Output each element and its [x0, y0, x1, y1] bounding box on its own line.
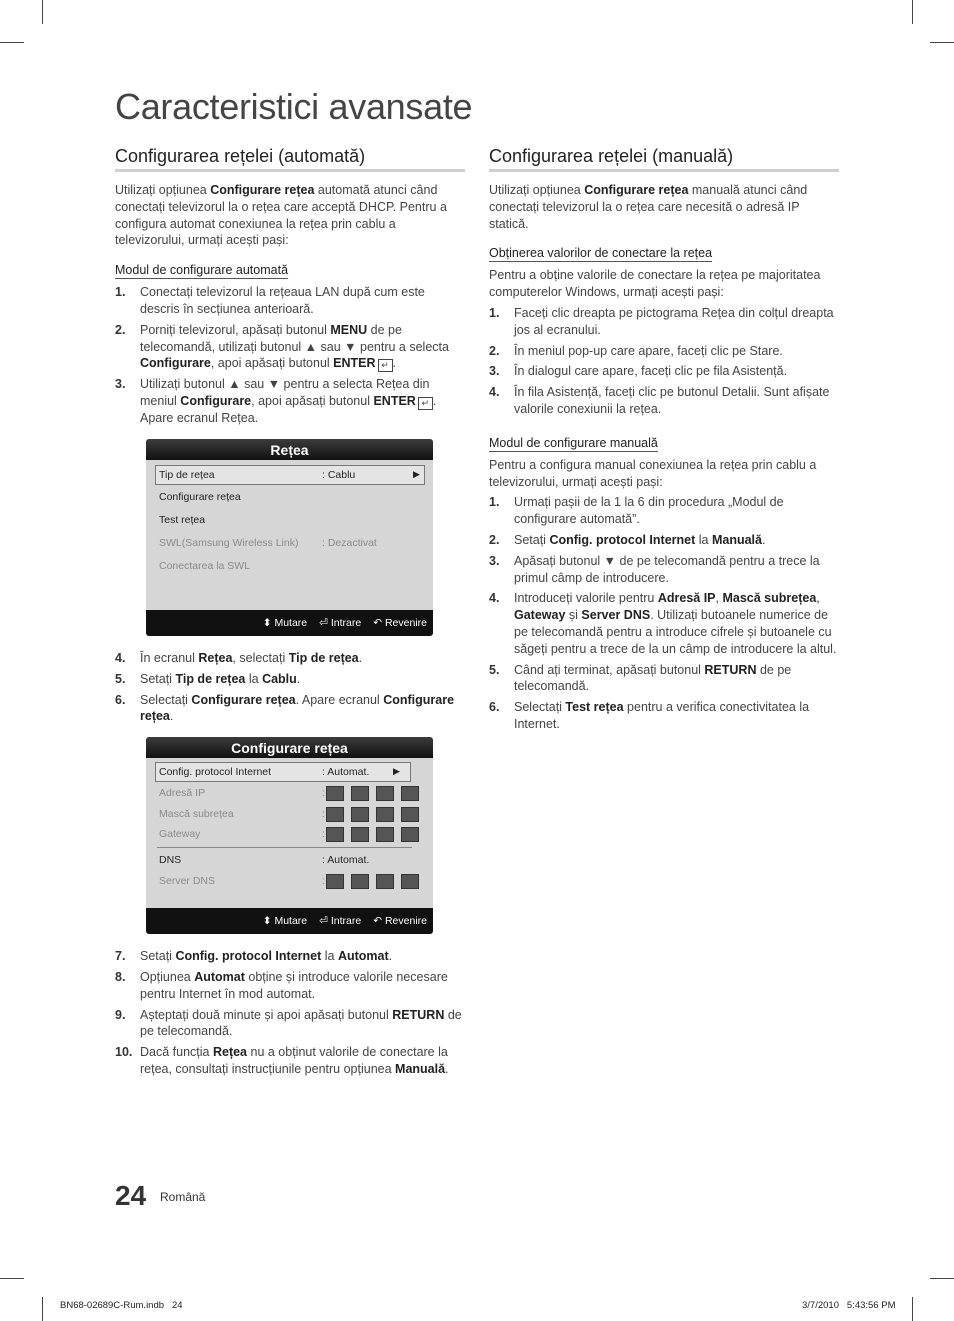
intro-manual: Utilizați opțiunea Configurare rețea manuală atunci când conectați televizorul la o rețea care necesită o adresă IP statică. — [489, 183, 808, 231]
osd-row-subnet: Mască subrețea — [159, 808, 234, 821]
network-menu-screenshot — [146, 439, 433, 636]
page-title: Caracteristici avansate — [115, 86, 473, 127]
updown-icon: ⬍ — [262, 915, 272, 928]
osd-body — [147, 758, 432, 908]
return-icon: ↶ — [373, 616, 383, 629]
enter-icon: ⏎ — [319, 616, 328, 629]
enter-icon: ↵ — [378, 359, 393, 372]
osd-footer — [146, 610, 433, 636]
list-item: 4. În ecranul Rețea, selectați Tip de rețea. — [115, 650, 363, 665]
osd-row-gateway: Gateway — [159, 828, 201, 841]
gateway-fields — [326, 827, 419, 842]
list-item: 6. Selectați Configurare rețea. Apare ecranul Configurare rețea. — [115, 692, 455, 724]
osd-footer — [146, 908, 433, 934]
osd-return-hint: ↶ Revenire — [373, 616, 427, 629]
list-item: 3. În dialogul care apare, faceți clic pe fila Asistență. — [489, 364, 788, 379]
arrow-right-icon: ▶ — [413, 468, 420, 479]
crop-mark — [930, 42, 954, 43]
print-datetime: 3/7/2010 5:43:56 PM — [802, 1300, 896, 1311]
list-item: 1. Faceți clic dreapta pe pictograma Rețea din colțul dreapta jos al ecranului. — [489, 305, 834, 337]
osd-row-ip-protocol[interactable]: Config. protocol Internet — [159, 766, 272, 779]
print-file-info: BN68-02689C-Rum.indb 24 — [60, 1300, 183, 1311]
divider — [157, 847, 412, 848]
subheading-get-values: Obținerea valorilor de conectare la rețea — [489, 246, 713, 261]
osd-move-hint: ⬍ Mutare — [262, 915, 308, 928]
page-number: 24 — [115, 1180, 147, 1211]
subnet-fields — [326, 807, 419, 822]
list-item: 8. Opțiunea Automat obține și introduce valorile necesare pentru Internet în mod automat. — [115, 969, 448, 1001]
arrow-right-icon: ▶ — [393, 766, 400, 777]
list-item: 7. Setați Config. protocol Internet la Automat. — [115, 949, 393, 964]
list-item: 1. Conectați televizorul la rețeaua LAN după cum este descris în secțiunea anterioară. — [115, 285, 425, 316]
crop-mark — [912, 0, 913, 24]
crop-mark — [0, 42, 24, 43]
osd-title: Configurare rețea — [146, 737, 433, 758]
crop-mark — [912, 1297, 913, 1321]
list-item: 10. Dacă funcția Rețea nu a obținut valorile de conectare la rețea, consultați instrucțiunile pentru opțiunea Manuală. — [115, 1045, 449, 1076]
enter-icon: ↵ — [418, 397, 433, 410]
subheading-auto-mode: Modul de configurare automată — [115, 263, 289, 278]
osd-enter-hint: ⏎ Intrare — [319, 915, 362, 928]
intro-auto: Utilizați opțiunea Configurare rețea automată atunci când conectați televizorul la o rețea care acceptă DHCP. Pentru a configura automat conexiunea la rețea prin cablu a televizorului, urmați acești pași: — [115, 183, 447, 248]
ip-address-fields — [326, 786, 419, 801]
osd-row-ip-address: Adresă IP — [159, 787, 206, 800]
osd-row-dns[interactable]: DNS — [159, 854, 182, 867]
colon: : — [322, 787, 325, 800]
osd-row-network-type[interactable]: Tip de rețea — [159, 468, 215, 481]
osd-row-network-setup[interactable]: Configurare rețea — [159, 490, 241, 503]
osd-row-swl: SWL(Samsung Wireless Link) — [159, 536, 299, 549]
osd-row-network-test[interactable]: Test rețea — [159, 513, 206, 526]
colon: : — [322, 808, 325, 821]
section-heading-manual: Configurarea rețelei (manuală) — [489, 146, 839, 172]
list-item: 5. Când ați terminat, apăsați butonul RETURN de pe telecomandă. — [489, 662, 792, 694]
list-item: 2. Porniți televizorul, apăsați butonul MENU de pe telecomandă, utilizați butonul ▲ sau ▼ pentru a selecta Configurare, apoi apăsați butonul ENTER ↵ . — [115, 322, 449, 371]
list-item: 6. Selectați Test rețea pentru a verifica conectivitatea la Internet. — [489, 700, 810, 731]
list-item: 5. Setați Tip de rețea la Cablu. — [115, 671, 301, 686]
osd-return-hint: ↶ Revenire — [373, 915, 427, 928]
network-setup-screenshot — [146, 737, 433, 934]
list-item: 3. Apăsați butonul ▼ de pe telecomandă pentru a trece la primul câmp de introducere. — [489, 553, 820, 585]
osd-title: Rețea — [146, 439, 433, 460]
return-icon: ↶ — [373, 915, 383, 928]
list-item: 3. Utilizați butonul ▲ sau ▼ pentru a selecta Rețea din meniul Configurare, apoi apăsați butonul ENTER ↵ . Apare ecranul Rețea. — [115, 377, 437, 426]
list-item: 1. Urmați pașii de la 1 la 6 din procedura „Modul de configurare automată”. — [489, 495, 784, 527]
crop-mark — [42, 1297, 43, 1321]
list-item: 2. Setați Config. protocol Internet la Manuală. — [489, 532, 766, 547]
right-column — [489, 146, 839, 737]
osd-value-swl: : Dezactivat — [322, 536, 377, 549]
colon: : — [322, 875, 325, 888]
subheading-manual-mode: Modul de configurare manuală — [489, 435, 658, 450]
osd-move-hint: ⬍ Mutare — [262, 616, 308, 629]
osd-value-network-type: : Cablu — [322, 468, 356, 481]
dns-server-fields — [326, 874, 419, 889]
list-item: 9. Așteptați două minute și apoi apăsați butonul RETURN de pe telecomandă. — [115, 1007, 462, 1039]
osd-body — [147, 460, 432, 610]
crop-mark — [0, 1278, 24, 1279]
section-heading-auto: Configurarea rețelei (automată) — [115, 146, 465, 172]
list-item: 4. Introduceți valorile pentru Adresă IP, Mască subrețea, Gateway și Server DNS. Utilizați butoanele numerice de pe telecomandă pentru a introduce cifrele și butoanele cu săgeți pentru a trece de la un câmp de introducere la altul. — [489, 591, 837, 656]
paragraph: Pentru a configura manual conexiunea la rețea prin cablu a televizorului, urmați acești pași: — [489, 457, 817, 489]
osd-row-dns-server: Server DNS — [159, 875, 216, 888]
page-language: Română — [160, 1190, 206, 1204]
osd-value-ip-protocol: : Automat. — [322, 766, 370, 779]
updown-icon: ⬍ — [262, 616, 272, 629]
left-column — [115, 146, 465, 1082]
colon: : — [322, 828, 325, 841]
list-item: 2. În meniul pop-up care apare, faceți clic pe Stare. — [489, 343, 783, 358]
osd-value-dns: : Automat. — [322, 854, 370, 867]
paragraph: Pentru a obține valorile de conectare la rețea pe majoritatea computerelor Windows, urmați acești pași: — [489, 268, 821, 300]
enter-icon: ⏎ — [319, 915, 328, 928]
osd-enter-hint: ⏎ Intrare — [319, 616, 362, 629]
crop-mark — [42, 0, 43, 24]
crop-mark — [930, 1278, 954, 1279]
osd-row-swl-connect: Conectarea la SWL — [159, 559, 251, 572]
list-item: 4. În fila Asistență, faceți clic pe butonul Detalii. Sunt afișate valorile conexiunii la rețea. — [489, 385, 830, 416]
